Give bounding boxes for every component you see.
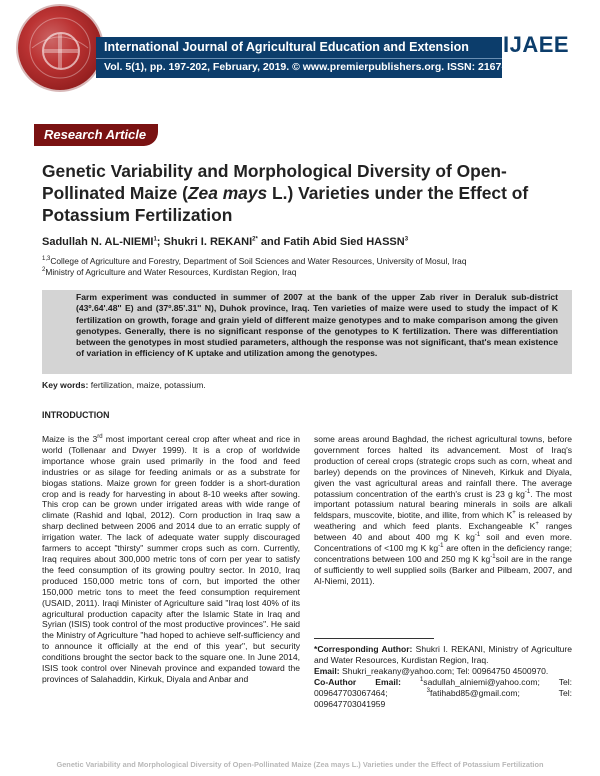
co-author-email-label: Co-Author Email: — [314, 677, 401, 687]
keywords-label: Key words: — [42, 380, 89, 390]
keywords — [42, 380, 206, 390]
author-1: Sadullah N. AL-NIEMI — [42, 236, 154, 248]
email-label: Email: — [314, 666, 340, 676]
intro-right-column: some areas around Baghdad, the richest agricultural towns, before government forces halted its advancement. Most of Iraq's production of cereal crops (strategic crops such as corn, wheat and barley) depends on the provinces of Nineveh, Kirkuk and Diyala, given the vast agricultural areas and rainfall there. The average potassium concentration of the earth's crust is 23 g $kg^{-1}$. The most important potassium natural bearing minerals in soils are alkali feldspars, muscovite, biotite, and illite, from which K+ is released by weathering and which feed plants. Exchangeable K+ ranges between 40 and about 400 mg K $kg^{-1}$ soil and even more. Concentrations of <100 mg K $kg^{-1}$ are often in the deficiency range; concentrations between 100 and 250 mg K $kg^{-1}soil$ are in the range of sufficiently to well supplied soils (Barker and Pilbeam, 2007, and Al-Niemi, 2011). — [314, 434, 573, 586]
corresponding-author-label: *Corresponding Author: — [314, 644, 413, 654]
author-3: Fatih Abid Sied HASSN — [283, 236, 405, 248]
author-2: Shukri I. REKANI — [163, 236, 253, 248]
affiliation-2: $^2$Ministry of Agriculture and Water Resources, Kurdistan Region, Iraq — [42, 267, 297, 277]
introduction-heading: INTRODUCTION — [42, 410, 110, 420]
publisher-logo — [18, 6, 102, 90]
correspondence-block: *Corresponding Author: Shukri I. REKANI, Ministry of Agriculture and Water Resources, Kurdistan Region, Iraq. Email: Shukri_reakany@yahoo.com; Tel: 00964750 4500970. Co-Author Email: $^1$sadullah_alniemi@yahoo.com; Tel: 009647703067464; $^3$fatihabd85@gmail.com; Tel: 009647703041959 — [314, 644, 572, 709]
paper-title: Genetic Variability and Morphological Diversity of Open-Pollinated Maize (Zea mays L.) Varieties under the Effect of Potassium Fertilization — [42, 161, 529, 225]
intro-left-column: Maize is the 3rd most important cereal crop after wheat and rice in world (Tollenaar and Dwyer 1999). It is a crop of worldwide importance whose grain used primarily in the food and feed industries or as silage for feeding animals or as a substrate for biogas stations. Maize grown for green fodder is a short-duration crop and is ready for harvesting in about 8-10 weeks after sowing. This crop can be grown under irrigated areas with wide range of climate (Rashid and Iqbal, 2012). Corn production in Iraq saw a sharp declined between 2006 and 2014 due to an erratic supply of irrigation water. The lack of adequate water supply discouraged farmers to accept "thirsty" summer crops such as corn. Currently, Iraq requires about 300,000 metric tons of corn per year to satisfy the feed consumption of its growing poultry sector. In 2010, Iraq produced 150,000 metric tons of corn, but imported the other 150,000 metric tons to meet the feed consumption requirement (USAID, 2011). Iraqi Minister of Agriculture said "Iraq lost 40% of its agricultural production capacity after the Islamic State in Iraq and Syrian (ISIS) took control of the most productive provinces". He said the Ministry of Agriculture "had hoped to achieve self-sufficiency and to announce it officially at the end of this year", but security conditions brought the sector back to the square one. In June 2014, ISIS took control over Ninevah province and expanded toward the provinces of Salahaddin, Kirkuk, Diyala and Anbar and — [42, 434, 301, 684]
journal-info: Vol. 5(1), pp. 197-202, February, 2019. © www.premierpublishers.org. ISSN: 2167-0432 — [104, 61, 529, 73]
article-type-label: Research Article — [44, 127, 147, 142]
logo-globe-shape — [42, 32, 80, 70]
affiliation-1: $^{1,3}$College of Agriculture and Forestry, Department of Soil Sciences and Water Resources, University of Mosul, Iraq — [42, 256, 467, 266]
journal-abbreviation: IJAEE — [503, 32, 570, 57]
author-list: Sadullah N. AL-NIEMI$^1$; Shukri I. $REKANI^{2*}$ and Fatih Abid Sied HASSN$^3$ — [42, 236, 409, 248]
running-footer: Genetic Variability and Morphological Diversity of Open-Pollinated Maize (Zea mays L.) Varieties under the Effect of Potassium Fertilization — [56, 760, 544, 769]
species-name: Zea mays — [187, 183, 268, 203]
journal-title: International Journal of Agricultural Education and Extension — [104, 40, 469, 54]
keywords-text: fertilization, maize, potassium. — [88, 380, 206, 390]
abstract-text: Farm experiment was conducted in summer of 2007 at the bank of the upper Zab river in Deraluk sub-district (43º.64'.48'' E) and (37º.85'.31'' N), Duhok province, Iraq. Ten varieties of maize were used to study the impact of K fertilization on growth, forage and grain yield of different maize genotypes and to make comparison among the given genotypes. Generally, there is no significant response of the genotypes to K fertilization. There was differentiation between the genotypes in most studied parameters, although the response was not significant, that's mean existence of variation in efficiency of K uptake and utilization among the genotypes. — [76, 292, 558, 359]
footnote-divider — [314, 638, 434, 639]
